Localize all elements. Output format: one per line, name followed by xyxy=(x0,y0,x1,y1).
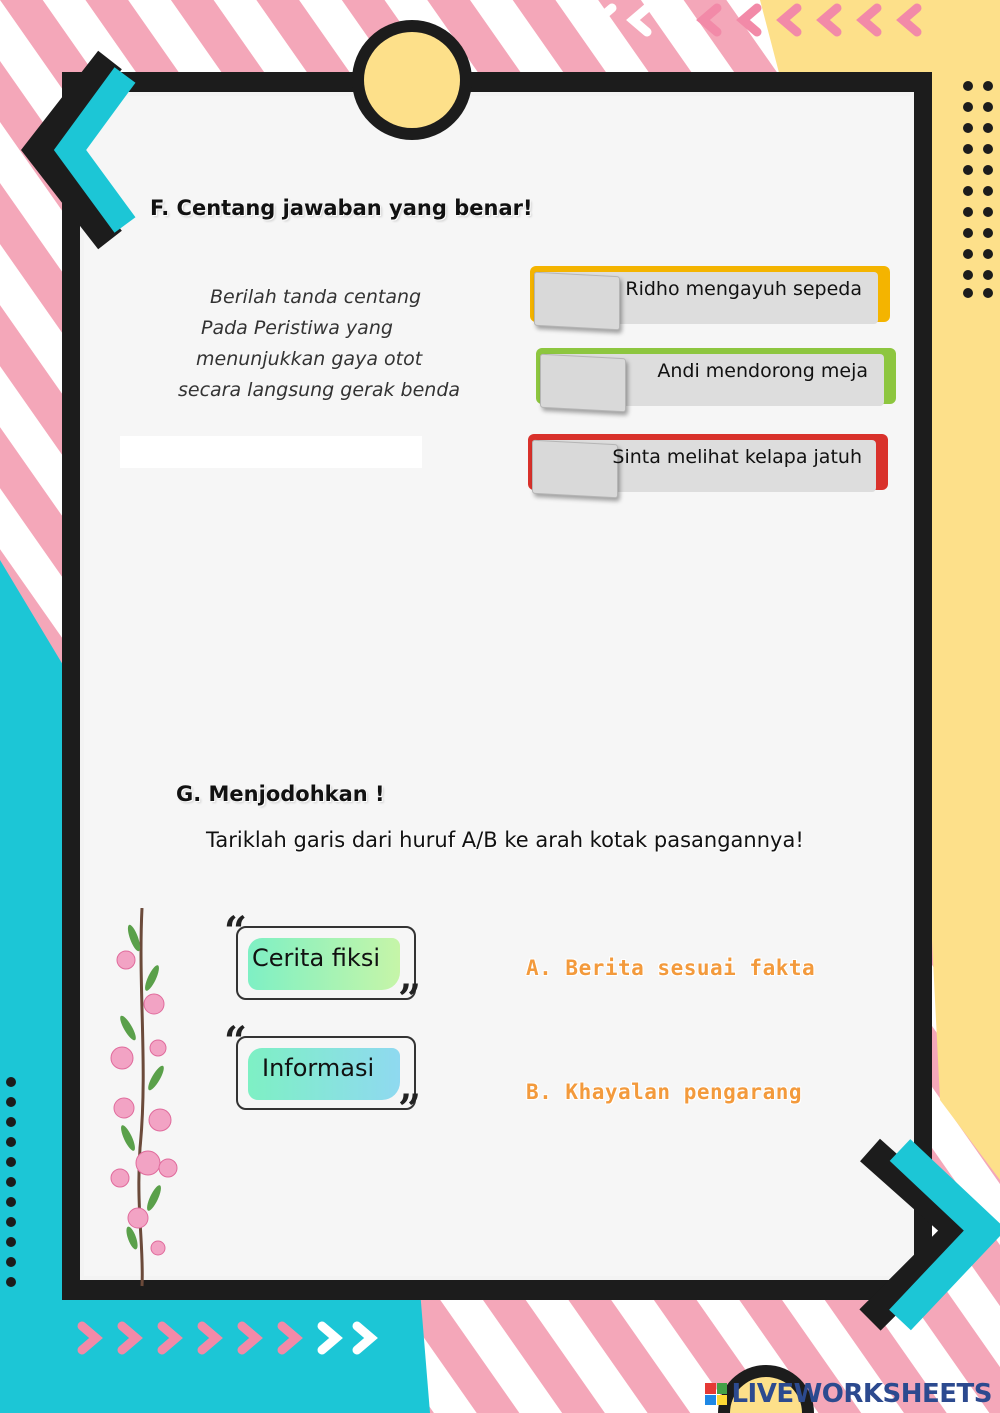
answer-blank-box xyxy=(120,436,422,468)
checkbox-ridho[interactable] xyxy=(534,272,620,331)
match-option-a[interactable]: A. Berita sesuai fakta xyxy=(526,956,816,980)
card-label: Cerita fiksi xyxy=(252,944,380,972)
checkbox-andi[interactable] xyxy=(540,354,626,413)
option-ridho xyxy=(530,266,892,328)
section-f-title: F. Centang jawaban yang benar! xyxy=(150,196,533,220)
instruction-line: Berilah tanda centang xyxy=(210,286,422,308)
section-g-instruction: Tariklah garis dari huruf A/B ke arah kotak pasangannya! xyxy=(206,828,804,852)
quotation-mark-icon: “ xyxy=(224,1018,248,1065)
option-label: Sinta melihat kelapa jatuh xyxy=(612,446,862,468)
instruction-line: secara langsung gerak benda xyxy=(178,379,461,401)
match-option-b[interactable]: B. Khayalan pengarang xyxy=(526,1080,803,1104)
card-label: Informasi xyxy=(262,1054,375,1082)
brand-watermark xyxy=(705,1379,992,1409)
option-label: Ridho mengayuh sepeda xyxy=(625,278,862,300)
quotation-mark-icon: ” xyxy=(398,976,422,1023)
quotation-mark-icon: ” xyxy=(398,1086,422,1133)
section-g-title: G. Menjodohkan ! xyxy=(176,782,385,806)
option-label: Andi mendorong meja xyxy=(657,360,868,382)
option-andi xyxy=(536,348,898,410)
checkbox-sinta[interactable] xyxy=(532,440,618,499)
card-cerita-fiksi[interactable] xyxy=(236,926,416,1000)
option-sinta xyxy=(528,434,890,496)
quotation-mark-icon: “ xyxy=(224,908,248,955)
section-f-instruction xyxy=(178,282,478,406)
pink-blossom-branch-icon xyxy=(98,908,190,1288)
brand-name: LIVEWORKSHEETS xyxy=(731,1379,992,1409)
instruction-line: Pada Peristiwa yang xyxy=(201,317,393,339)
liveworksheets-logo-icon xyxy=(705,1383,727,1405)
instruction-line: menunjukkan gaya otot xyxy=(196,348,423,370)
card-informasi[interactable] xyxy=(236,1036,416,1110)
